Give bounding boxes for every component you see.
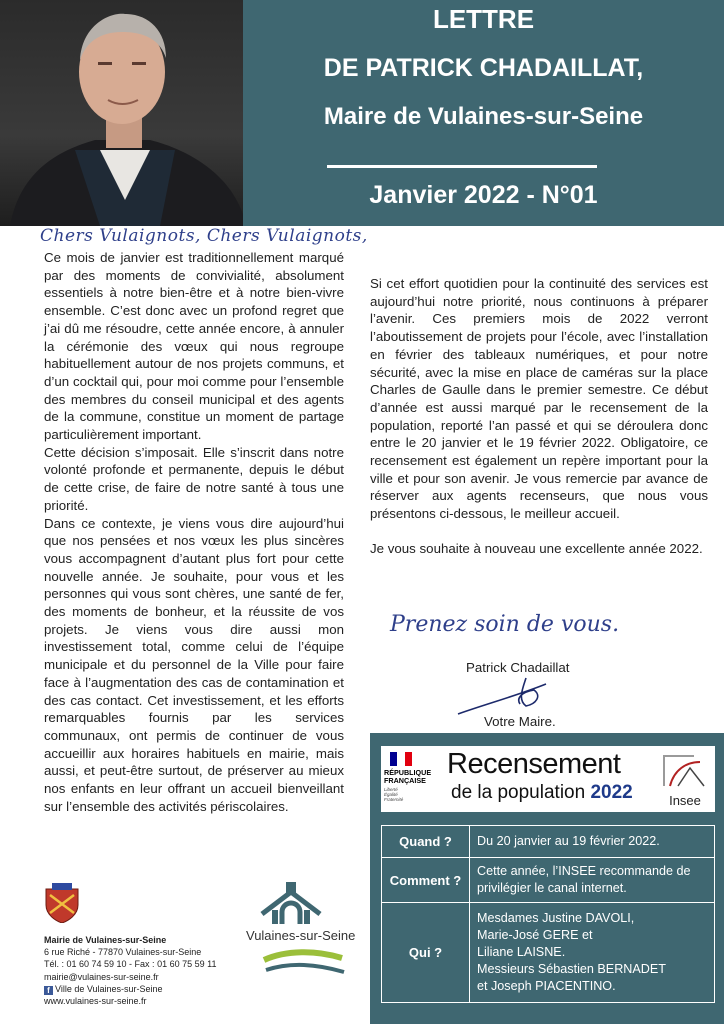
rf-motto-line2: Égalité [384,792,398,797]
republique-francaise-logo [384,752,446,802]
footer-contact [44,883,216,1007]
insee-label: Insee [669,793,701,808]
recensement-subtitle [451,782,633,804]
header-divider [327,165,597,168]
qui-label: Qui ? [382,903,470,1003]
paragraph: Ce mois de janvier est traditionnellement marqué par des moments de convivialité, absolument essentiels à notre bien-être et à notre bien-vivre ensemble. C’est donc avec un profond regret que j’ai dû me résoudre, cette année encore, à annuler la cérémonie des vœux qui nous regroupe habituellement autour de nos projets communs, et d’un cocktail qui, pour moi comme pour l’ensemble des membres du conseil municipal et des agents de la commune, constitue un moment de partage particulièrement important. [44,250,344,443]
signature-name: Patrick Chadaillat [466,660,570,675]
insee-mark-icon [660,752,710,788]
letter-left-column [44,249,344,816]
french-flag-icon [390,752,412,766]
rf-text-line2: FRANÇAISE [384,776,426,785]
qui-line: Messieurs Sébastien BERNADET [477,962,666,976]
recensement-banner [381,746,715,812]
letter-right-column [370,275,708,558]
rf-motto-line3: Fraternité [384,797,404,802]
footer-facebook[interactable] [44,983,216,995]
recensement-title: Recensement [447,748,621,780]
table-row [382,903,715,1003]
footer-website[interactable]: www.vulaines-sur-seine.fr [44,996,147,1007]
comment-value: Cette année, l’INSEE recommande de privilégier le canal internet. [470,858,715,903]
qui-line: et Joseph PIACENTINO. [477,979,616,993]
quand-value: Du 20 janvier au 19 février 2022. [470,826,715,858]
town-logo-name: Vulaines-sur-Seine [246,928,356,943]
table-row [382,858,715,903]
coat-of-arms-icon [44,883,80,923]
header-title-line1: LETTRE [432,4,535,34]
footer-address: 6 rue Riché - 77870 Vulaines-sur-Seine [44,947,202,958]
facebook-icon: f [44,986,53,995]
footer-email[interactable]: mairie@vulaines-sur-seine.fr [44,971,159,982]
quand-label: Quand ? [382,826,470,858]
recensement-subtitle-text: de la population [451,782,586,803]
qui-value [470,903,715,1003]
footer-org: Mairie de Vulaines-sur-Seine [44,935,167,945]
table-row [382,826,715,858]
rf-motto-line1: Liberté [384,787,398,792]
recensement-year: 2022 [590,782,633,803]
letter-header [243,0,724,226]
rf-text-line1: RÉPUBLIQUE [384,768,432,777]
paragraph: Je vous souhaite à nouveau une excellente année 2022. [370,540,703,556]
paragraph: Cette décision s’imposait. Elle s’inscrit dans notre volonté profonde et permanente, depuis le début de cette crise, de faire de notre santé à tous une priorité. [44,444,344,513]
handwritten-greeting: Chers Vulaignots, Chers Vulaignots, [40,226,368,246]
header-title-line3: Maire de Vulaines-sur-Seine [323,103,644,130]
paragraph: Dans ce contexte, je viens vous dire aujourd’hui que nos pensées et nos vœux les plus sincères vous accompagnent d’autant plus fort pour cette nouvelle année. Je souhaite, pour vous et les personnes qui vous sont chères, une santé de fer, des moments de bonheur, et la réussite de vos projets. Je viens vous dire aussi mon investissement total, comme celui de l’équipe municipale et du personnel de la Ville pour faire face à l’augmentation des cas de contamination et des cas contact. Cet investissement, et les efforts remarquables fournis par les services communaux, ont permis de continuer de vous accueillir aux horaires habituels en mairie, mais aussi, et peut-être surtout, de préserver au mieux nos enfants en leur offrant un accueil bienveillant sur l’ensemble des activités périscolaires. [44,515,344,814]
header-title-line2: DE PATRICK CHADAILLAT, [323,54,644,82]
recensement-info-table [381,825,715,1003]
paragraph: Si cet effort quotidien pour la continuité des services est aujourd’hui notre priorité, nous continuons à préparer l’avenir. Ces premiers mois de 2022 verront l’aboutissement de projets pour l’école, avec l’installation en février des tableaux numériques, et pour notre sécurité, avec la mise en place de caméras sur la place Charles de Gaulle dans le premier semestre. Ce début d’année est aussi marqué par le recensement de la population, reporté l’an passé et qui se déroulera donc entre le 20 janvier et le 19 février 2022. Obligatoire, ce recensement est également un repère important pour la ville et pour son avenir. Je vous remercie par avance de réserver aux agents recenseurs, que nous vous présentons ci-dessous, le meilleur accueil. [370,276,708,522]
town-logo [246,880,364,980]
comment-label: Comment ? [382,858,470,903]
handwritten-closing: Prenez soin de vous. [390,612,620,637]
insee-logo [660,752,710,808]
footer-phone: Tél. : 01 60 74 59 10 - Fax : 01 60 75 59 11 [44,959,217,970]
qui-line: Marie-José GERE et [477,928,593,942]
mayor-photo [0,0,243,226]
qui-line: Liliane LAISNE. [477,945,566,959]
qui-line: Mesdames Justine DAVOLI, [477,911,635,925]
signature-role: Votre Maire. [484,714,556,729]
header-issue-date: Janvier 2022 - N°01 [369,181,598,209]
footer-facebook-text: Ville de Vulaines-sur-Seine [55,983,163,994]
